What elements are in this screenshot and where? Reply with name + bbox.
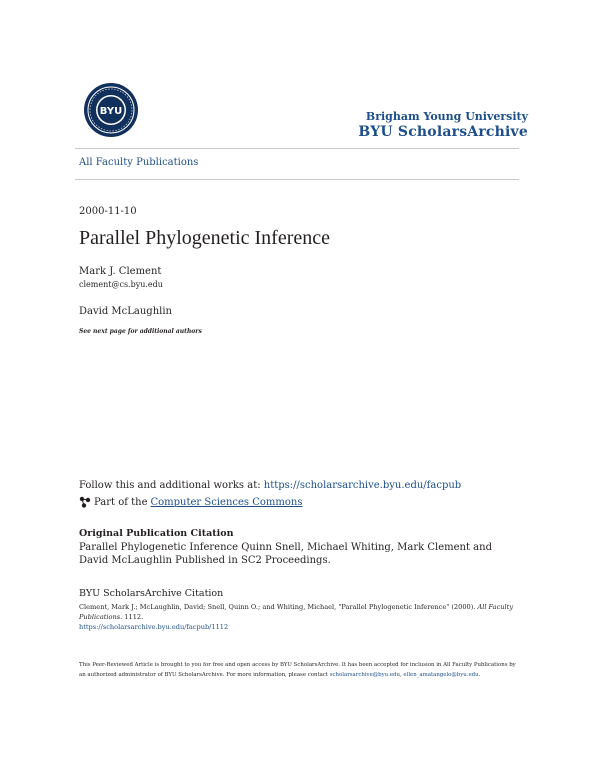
byu-logo [83, 82, 139, 138]
footer-notice [79, 661, 524, 680]
see-next-note: See next page for additional authors [79, 328, 202, 335]
collection-link[interactable]: All Faculty Publications [79, 157, 199, 168]
original-citation-heading: Original Publication Citation [79, 528, 234, 539]
archive-name: BYU ScholarsArchive [358, 124, 528, 140]
author-email: clement@cs.byu.edu [79, 280, 163, 289]
network-icon [79, 496, 91, 508]
author-name: David McLaughlin [79, 306, 172, 317]
citation-suffix: . 1112. [120, 613, 144, 621]
footer-end: . [478, 671, 481, 678]
scholarsarchive-citation-heading: BYU ScholarsArchive Citation [79, 588, 224, 599]
author-name: Mark J. Clement [79, 266, 162, 277]
contact-email-link[interactable]: scholarsarchive@byu.edu [329, 671, 400, 678]
paper-title: Parallel Phylogenetic Inference [79, 227, 330, 249]
byu-seal-icon [83, 82, 139, 138]
publication-date: 2000-11-10 [79, 206, 137, 217]
contact-email-link[interactable]: ellen_amatangelo@byu.edu [403, 671, 479, 678]
part-of-prefix: Part of the [94, 496, 148, 508]
computer-sciences-commons-link[interactable]: Computer Sciences Commons [150, 496, 303, 508]
institution-name: Brigham Young University [365, 110, 528, 123]
part-of-line [79, 496, 302, 508]
original-citation-text: Parallel Phylogenetic Inference Quinn Snell, Michael Whiting, Mark Clement and David McLaughlin Published in SC2 Proceedings. [79, 542, 492, 566]
footer-separator: , [399, 671, 404, 678]
facpub-link[interactable]: https://scholarsarchive.byu.edu/facpub [263, 480, 462, 491]
divider-top [75, 148, 519, 149]
citation-venue: All Faculty Publications [79, 603, 514, 621]
follow-prefix: Follow this and additional works at: [79, 480, 264, 491]
seal-text: BYU [99, 106, 123, 117]
footer-text: This Peer-Reviewed Article is brought to you for free and open access by BYU ScholarsArchive. It has been accepted for inclusion in All Faculty Publications by an authorized administrator of BYU ScholarsArchive. For more information, please contact [79, 662, 516, 678]
institution-block [358, 110, 528, 140]
citation-body: Clement, Mark J.; McLaughlin, David; Snell, Quinn O.; and Whiting, Michael, "Parallel Phylogenetic Inference" (2000). [79, 603, 478, 611]
follow-line [79, 480, 461, 491]
divider-bottom [75, 179, 519, 180]
citation-url-link[interactable]: https://scholarsarchive.byu.edu/facpub/1112 [79, 623, 229, 631]
scholarsarchive-citation-text [79, 602, 519, 632]
